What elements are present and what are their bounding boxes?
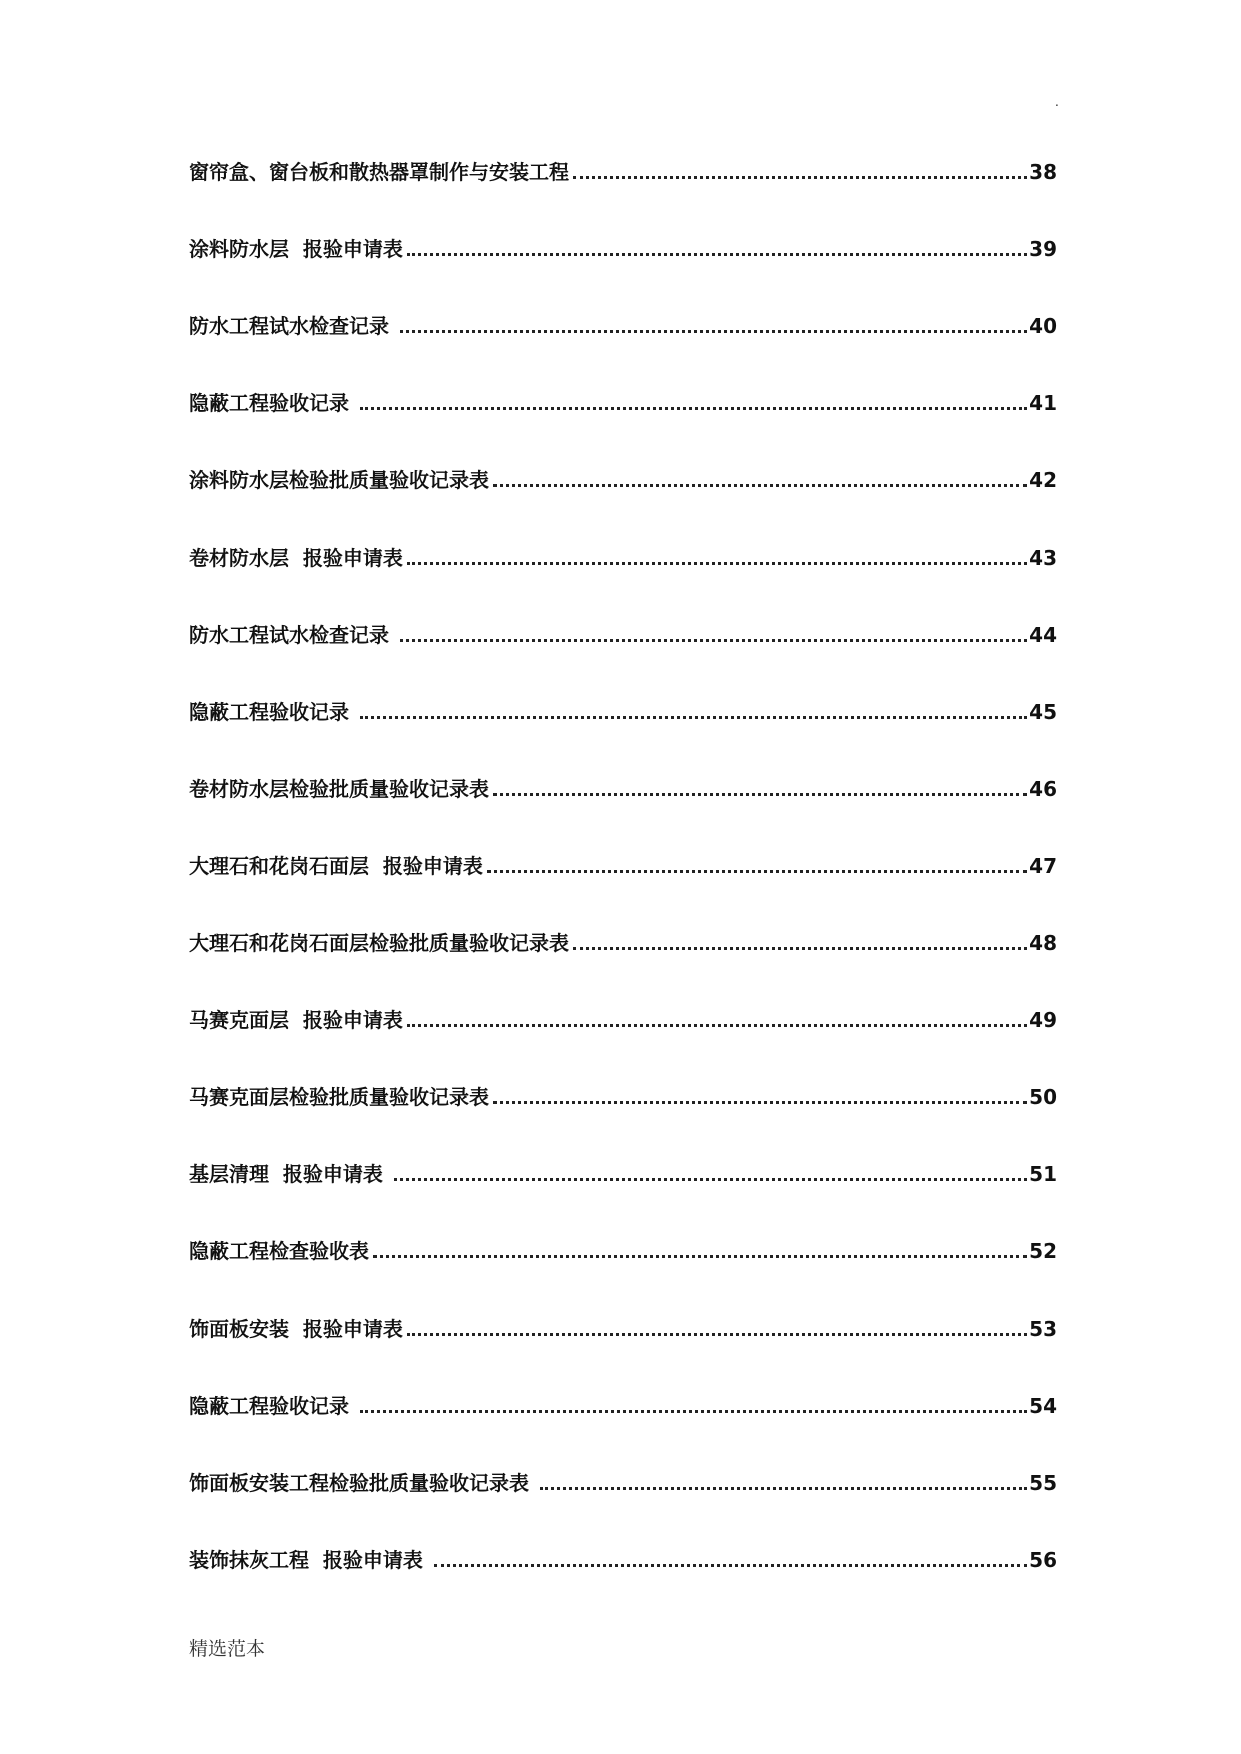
toc-entry-title: 大理石和花岗石面层 报验申请表 <box>189 853 483 878</box>
toc-dot-leader <box>400 639 1027 642</box>
toc-entry[interactable] <box>189 1540 1057 1574</box>
toc-entry-page-number: 46 <box>1029 776 1057 801</box>
page-footer: 精选范本 <box>189 1638 266 1660</box>
toc-dot-leader <box>493 1101 1027 1104</box>
toc-entry-title: 马赛克面层 报验申请表 <box>189 1008 403 1033</box>
toc-dot-leader <box>540 1487 1027 1490</box>
toc-entry-title: 大理石和花岗石面层检验批质量验收记录表 <box>189 931 569 955</box>
toc-entry-title: 卷材防水层 报验申请表 <box>189 545 403 570</box>
toc-dot-leader <box>394 1178 1027 1181</box>
toc-entry-title: 窗帘盒、窗台板和散热器罩制作与安装工程 <box>189 160 569 184</box>
toc-entry[interactable] <box>189 306 1057 340</box>
toc-entry[interactable] <box>189 1000 1057 1034</box>
toc-entry[interactable] <box>189 1463 1057 1497</box>
toc-entry[interactable] <box>189 152 1057 186</box>
toc-entry-title: 隐蔽工程验收记录 <box>189 699 356 724</box>
toc-entry-title: 隐蔽工程验收记录 <box>189 391 356 416</box>
toc-dot-leader <box>487 870 1027 873</box>
toc-entry-page-number: 50 <box>1029 1085 1057 1110</box>
toc-entry[interactable] <box>189 769 1057 803</box>
toc-entry-page-number: 43 <box>1029 545 1057 570</box>
toc-entry-title: 基层清理 报验申请表 <box>189 1162 390 1187</box>
toc-entry-title: 饰面板安装工程检验批质量验收记录表 <box>189 1470 536 1495</box>
toc-entry-page-number: 48 <box>1029 931 1057 955</box>
toc-dot-leader <box>360 1410 1027 1413</box>
toc-entry[interactable] <box>189 1154 1057 1188</box>
toc-entry-title: 防水工程试水检查记录 <box>189 314 396 339</box>
toc-entry-title: 隐蔽工程验收记录 <box>189 1393 356 1418</box>
toc-entry-title: 涂料防水层 报验申请表 <box>189 237 403 262</box>
toc-dot-leader <box>360 407 1027 410</box>
toc-entry-page-number: 55 <box>1029 1470 1057 1495</box>
toc-entry-page-number: 53 <box>1029 1316 1057 1341</box>
toc-entry[interactable] <box>189 923 1057 957</box>
toc-entry[interactable] <box>189 460 1057 494</box>
toc-entry[interactable] <box>189 229 1057 263</box>
toc-entry-page-number: 49 <box>1029 1008 1057 1033</box>
toc-entry-page-number: 38 <box>1029 160 1057 184</box>
toc-entry-page-number: 41 <box>1029 391 1057 416</box>
toc-entry-title: 装饰抹灰工程 报验申请表 <box>189 1547 430 1572</box>
toc-entry-title: 防水工程试水检查记录 <box>189 622 396 647</box>
toc-entry[interactable] <box>189 692 1057 726</box>
toc-dot-leader <box>434 1564 1027 1567</box>
toc-entry-title: 卷材防水层检验批质量验收记录表 <box>189 776 489 801</box>
toc-entry[interactable] <box>189 1077 1057 1111</box>
corner-mark: . <box>1055 95 1059 109</box>
toc-dot-leader <box>407 562 1027 565</box>
toc-entry[interactable] <box>189 846 1057 880</box>
toc-entry-page-number: 47 <box>1029 853 1057 878</box>
toc-dot-leader <box>493 793 1027 796</box>
toc-dot-leader <box>360 716 1027 719</box>
toc-entry[interactable] <box>189 1386 1057 1420</box>
toc-dot-leader <box>407 253 1027 256</box>
toc-entry[interactable] <box>189 1231 1057 1265</box>
toc-entry-title: 饰面板安装 报验申请表 <box>189 1316 403 1341</box>
toc-entry-page-number: 44 <box>1029 622 1057 647</box>
toc-entry-page-number: 51 <box>1029 1162 1057 1187</box>
toc-dot-leader <box>493 484 1027 487</box>
toc-entry-title: 隐蔽工程检查验收表 <box>189 1239 369 1264</box>
toc-entry-page-number: 42 <box>1029 468 1057 493</box>
toc-entry[interactable] <box>189 1309 1057 1343</box>
toc-entry-page-number: 40 <box>1029 314 1057 339</box>
toc-dot-leader <box>407 1024 1027 1027</box>
toc-dot-leader <box>400 330 1027 333</box>
toc-entry-page-number: 45 <box>1029 699 1057 724</box>
toc-entry[interactable] <box>189 615 1057 649</box>
toc-entry-title: 马赛克面层检验批质量验收记录表 <box>189 1085 489 1110</box>
toc-entry-page-number: 52 <box>1029 1239 1057 1264</box>
toc-entry-page-number: 54 <box>1029 1393 1057 1418</box>
toc-entry[interactable] <box>189 538 1057 572</box>
toc-dot-leader <box>573 176 1027 179</box>
toc-entry-title: 涂料防水层检验批质量验收记录表 <box>189 468 489 493</box>
toc-dot-leader <box>373 1255 1027 1258</box>
toc-entry-page-number: 56 <box>1029 1547 1057 1572</box>
toc-dot-leader <box>573 947 1027 950</box>
toc-entry-page-number: 39 <box>1029 237 1057 262</box>
toc-dot-leader <box>407 1333 1027 1336</box>
toc-entry[interactable] <box>189 383 1057 417</box>
